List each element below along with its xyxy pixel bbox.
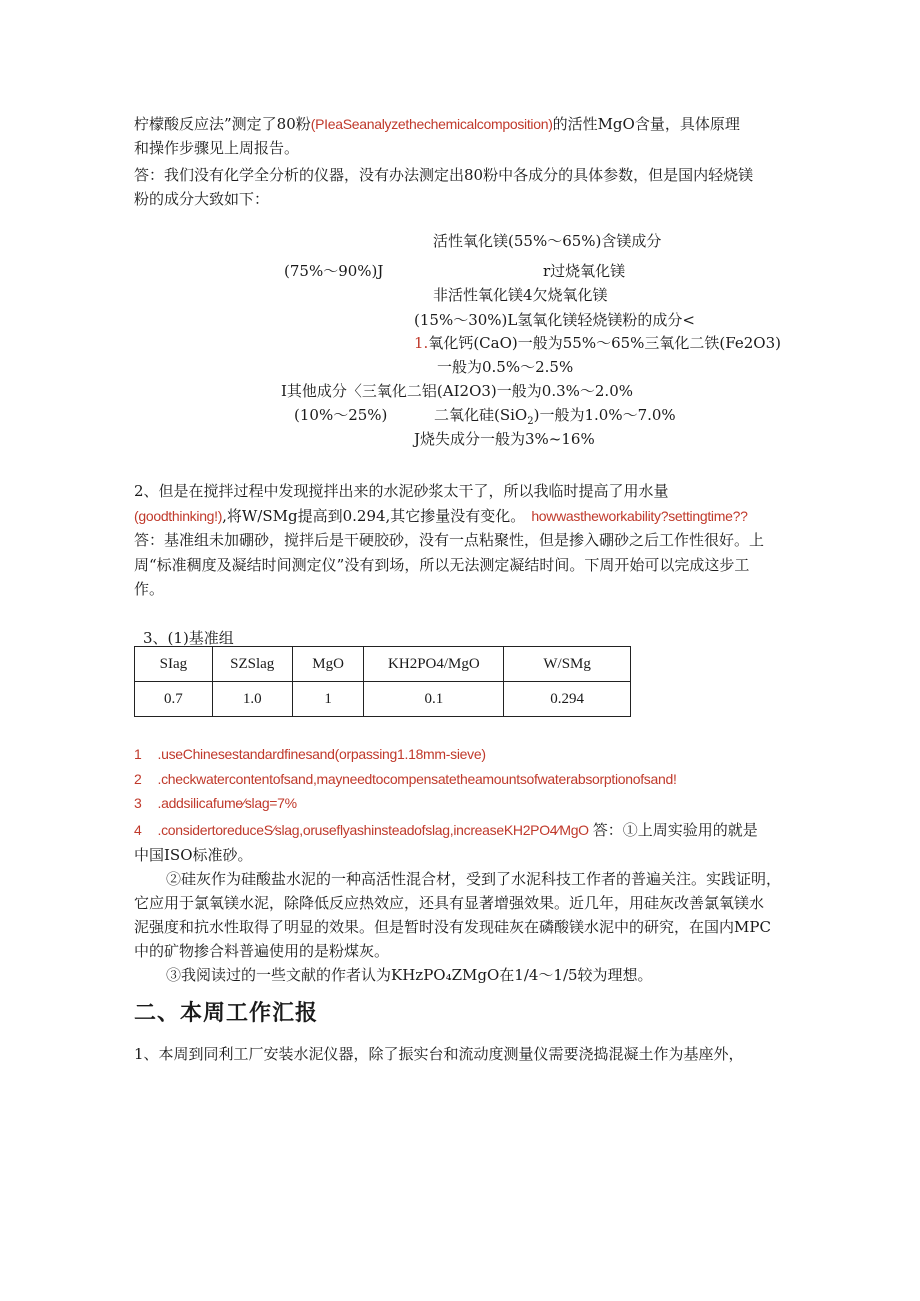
comment-1-number: 1 <box>134 746 142 762</box>
value-cell-slag: 0.7 <box>135 682 213 717</box>
comment-3-number: 3 <box>134 795 142 811</box>
answer-3: ③我阅读过的一些文献的作者认为KHzPO₄ZMgO在1/4～1/5较为理想。 <box>166 966 653 984</box>
section-heading-weekly-report: 二、本周工作汇报 <box>134 1001 319 1026</box>
header-cell-kh2po4-mgo: KH2PO4/MgO <box>364 647 504 682</box>
composition-line-6: 一般为0.5%～2.5% <box>437 358 574 376</box>
section2-line-2 <box>134 506 748 526</box>
composition-line-5 <box>414 333 781 353</box>
comment-4-text: .considertoreduceS⁄slag,oruseflyashinsteadofslag,increaseKH2PO4⁄MgO <box>157 822 589 838</box>
section2-line-3: 答：基准组未加硼砂，搅拌后是干硬胶砂，没有一点粘聚性，但是掺入硼砂之后工作性很好。上 <box>134 531 765 549</box>
table-caption: 3、(1)基准组 <box>143 629 234 647</box>
answer-2-line-1: ②硅灰作为硅酸盐水泥的一种高活性混合材，受到了水泥科技工作者的普遍关注。实践证明， <box>166 870 782 888</box>
value-cell-kh2po4-mgo: 0.1 <box>364 682 504 717</box>
intro-line-4: 粉的成分大致如下： <box>134 190 270 208</box>
reviewer-comment-workability: howwastheworkability?settingtime?? <box>531 508 748 524</box>
header-cell-mgo: MgO <box>292 647 364 682</box>
answer-2-line-2: 它应用于氯氧镁水泥，除降低反应热效应，还具有显著增强效果。近几年，用硅灰改善氯氧镁水 <box>134 894 765 912</box>
reviewer-comment-composition: (PIeaSeanalyzethechemicalcomposition) <box>310 116 553 132</box>
answer-2-line-4: 中的矿物掺合料普遍使用的是粉煤灰。 <box>134 942 390 960</box>
table-row <box>135 682 631 717</box>
composition-line-2b: r过烧氧化镁 <box>543 262 626 280</box>
value-cell-w-smg: 0.294 <box>504 682 631 717</box>
composition-line-3: 非活性氧化镁4欠烧氧化镁 <box>433 286 608 304</box>
mix-proportion-table <box>134 646 631 717</box>
intro-line-1-b: 的活性MgO含量，具体原理 <box>552 115 740 133</box>
header-cell-slag: SIag <box>135 647 213 682</box>
reviewer-comment-2 <box>134 769 677 789</box>
composition-line-9: J烧失成分一般为3%~16% <box>414 430 595 448</box>
composition-line-8a: (10%～25%) <box>294 406 388 424</box>
composition-line-8b-rest: )一般为1.0%～7.0% <box>533 406 676 424</box>
comment-4-number: 4 <box>134 822 142 838</box>
table-header-row <box>135 647 631 682</box>
section2-line-4: 周“标准稠度及凝结时间测定仪”没有到场，所以无法测定凝结时间。下周开始可以完成这步工 <box>134 556 750 574</box>
composition-line-4: (15%～30%)L氢氧化镁轻烧镁粉的成分< <box>414 311 695 329</box>
answer-2-line-3: 泥强度和抗水性取得了明显的效果。但是暂时没有发现硅灰在磷酸镁水泥中的研究，在国内MPC <box>134 918 771 936</box>
reviewer-comment-4 <box>134 820 758 840</box>
reviewer-comment-good-thinking: (goodthinking!) <box>134 508 223 524</box>
value-cell-sz-slag: 1.0 <box>212 682 292 717</box>
composition-line-5-text: 氧化钙(CaO)一般为55%～65%三氧化二铁(Fe2O3) <box>428 334 781 352</box>
header-cell-w-smg: W/SMg <box>504 647 631 682</box>
answer-1-end: 中国ISO标准砂。 <box>134 846 253 864</box>
comment-1-text: .useChinesestandardfinesand(orpassing1.18mm-sieve) <box>157 746 486 762</box>
intro-line-1-a: 柠檬酸反应法”测定了80粉 <box>134 115 311 133</box>
intro-line-2: 和操作步骤见上周报告。 <box>134 139 300 157</box>
comment-2-number: 2 <box>134 771 142 787</box>
comment-2-text: .checkwatercontentofsand,mayneedtocompensatetheamountsofwaterabsorptionofsand! <box>157 771 677 787</box>
composition-line-8b <box>434 405 676 432</box>
composition-line-8b-text: 二氧化硅(SiO <box>434 406 528 424</box>
section2-line-2-text: ,将W/SMg提高到0.294,其它掺量没有变化。 <box>222 507 526 525</box>
composition-line-8b-sub: 2 <box>527 416 534 427</box>
composition-line-2a: (75%～90%)J <box>284 262 384 280</box>
intro-line-3: 答：我们没有化学全分析的仪器，没有办法测定出80粉中各成分的具体参数，但是国内轻烧镁 <box>134 166 754 184</box>
composition-line-7: I其他成分〈三氧化二铝(AI2O3)一般为0.3%～2.0% <box>281 382 633 400</box>
intro-line-1 <box>134 114 740 134</box>
reviewer-comment-1 <box>134 744 486 764</box>
comment-3-text: .addsilicafume⁄slag=7% <box>157 795 297 811</box>
header-cell-sz-slag: SZSlag <box>212 647 292 682</box>
answer-1-start: 答：①上周实验用的就是 <box>592 821 758 839</box>
section2-line-1: 2、但是在搅拌过程中发现搅拌出来的水泥砂浆太干了，所以我临时提高了用水量 <box>134 482 669 500</box>
composition-line-5-number: 1. <box>414 334 429 352</box>
composition-line-1: 活性氧化镁(55%～65%)含镁成分 <box>433 232 662 250</box>
value-cell-mgo: 1 <box>292 682 364 717</box>
weekly-line-1: 1、本周到同利工厂安装水泥仪器，除了振实台和流动度测量仪需要浇捣混凝土作为基座外， <box>134 1045 744 1063</box>
reviewer-comment-3 <box>134 793 297 813</box>
section2-line-5: 作。 <box>134 580 165 598</box>
